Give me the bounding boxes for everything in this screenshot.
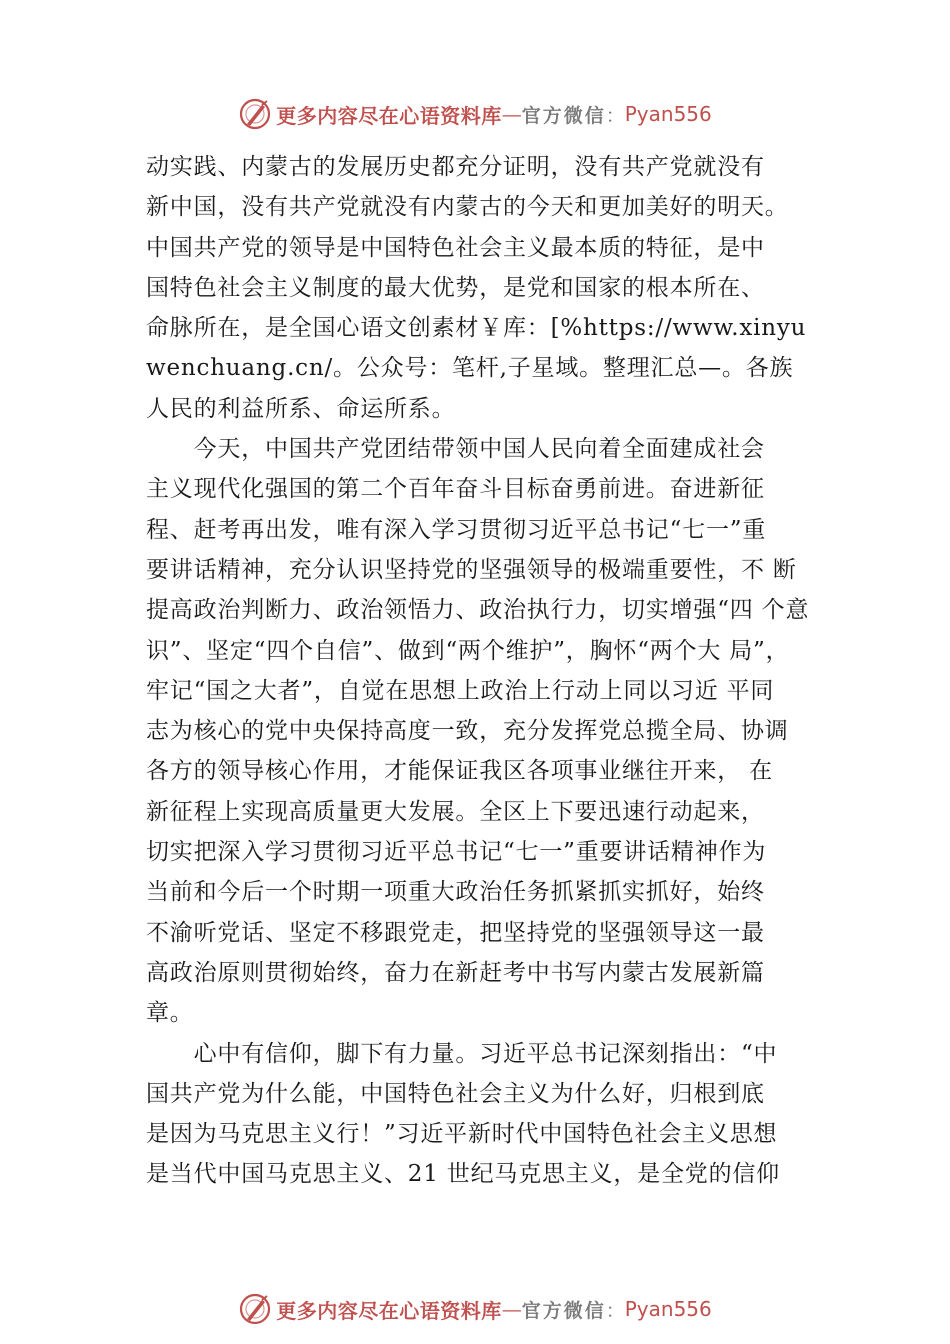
text-line: 当前和今后一个时期一项重大政治任务抓紧抓实抓好，始终 bbox=[146, 879, 765, 906]
text-line: 要讲话精神，充分认识坚持党的坚强领导的极端重要性，不 断 bbox=[146, 556, 797, 583]
text-line: 中国共产党的领导是中国特色社会主义最本质的特征，是中 bbox=[146, 234, 765, 261]
text-line: 新中国，没有共产党就没有内蒙古的今天和更加美好的明天。 bbox=[146, 194, 789, 221]
text-line: 是因为马克思主义行！”习近平新时代中国特色社会主义思想 bbox=[146, 1121, 778, 1148]
wechat-id: Pyan556 bbox=[624, 1297, 712, 1321]
banner-dash: — bbox=[501, 1297, 522, 1321]
brand-text: 更多内容尽在心语资料库 bbox=[276, 1298, 502, 1323]
text-line: 不渝听党话、坚定不移跟党走，把坚持党的坚强领导这一最 bbox=[146, 919, 765, 946]
text-line: 牢记“国之大者”，自觉在思想上政治上行动上同以习近 平同 bbox=[146, 677, 775, 704]
text-line: 人民的利益所系、命运所系。 bbox=[146, 395, 456, 422]
text-line: 新征程上实现高质量更大发展。全区上下要迅速行动起来， bbox=[146, 798, 765, 825]
text-line: 今天，中国共产党团结带领中国人民向着全面建成社会 bbox=[146, 436, 765, 463]
banner-dash: — bbox=[501, 102, 522, 126]
text-line: 章。 bbox=[146, 1000, 194, 1027]
official-wechat-label: 官方微信 bbox=[521, 1299, 606, 1322]
text-line: 主义现代化强国的第二个百年奋斗目标奋勇前进。奋进新征 bbox=[146, 476, 765, 503]
text-line: wenchuang.cn/。公众号：笔杆,子星域。整理汇总—。各族 bbox=[146, 355, 794, 382]
footer-banner bbox=[0, 1289, 950, 1329]
text-line: 切实把深入学习贯彻习近平总书记“七一”重要讲话精神作为 bbox=[146, 839, 767, 866]
banner-colon: ： bbox=[605, 104, 625, 127]
text-line: 提高政治判断力、政治领悟力、政治执行力，切实增强“四 个意 bbox=[146, 597, 810, 624]
text-line: 志为核心的党中央保持高度一致，充分发挥党总揽全局、协调 bbox=[146, 718, 789, 745]
text-line: 国共产党为什么能，中国特色社会主义为什么好，归根到底 bbox=[146, 1080, 765, 1107]
text-line: 动实践、内蒙古的发展历史都充分证明，没有共产党就没有 bbox=[146, 154, 765, 180]
text-line: 心中有信仰，脚下有力量。习近平总书记深刻指出：“中 bbox=[146, 1040, 778, 1067]
text-line: 各方的领导核心作用，才能保证我区各项事业继往开来， 在 bbox=[146, 758, 773, 785]
text-line: 命脉所在，是全国心语文创素材￥库：[%https://www.xinyu bbox=[146, 315, 807, 342]
banner-colon: ： bbox=[605, 1299, 625, 1322]
text-line: 识”、坚定“四个自信”、做到“两个维护”，胸怀“两个大 局”， bbox=[146, 637, 790, 664]
brand-text: 更多内容尽在心语资料库 bbox=[276, 103, 502, 128]
header-banner bbox=[0, 94, 950, 134]
text-line: 程、赶考再出发，唯有深入学习贯彻习近平总书记“七一”重 bbox=[146, 516, 767, 543]
text-line: 高政治原则贯彻始终，奋力在新赶考中书写内蒙古发展新篇 bbox=[146, 959, 765, 986]
text-line: 国特色社会主义制度的最大优势，是党和国家的根本所在、 bbox=[146, 274, 765, 301]
wechat-id: Pyan556 bbox=[624, 102, 712, 126]
document-body bbox=[146, 147, 836, 1195]
text-line: 是当代中国马克思主义、21 世纪马克思主义，是全党的信仰 bbox=[146, 1161, 780, 1188]
official-wechat-label: 官方微信 bbox=[521, 104, 606, 127]
quill-seal-icon bbox=[238, 1292, 272, 1326]
quill-seal-icon bbox=[238, 97, 272, 131]
